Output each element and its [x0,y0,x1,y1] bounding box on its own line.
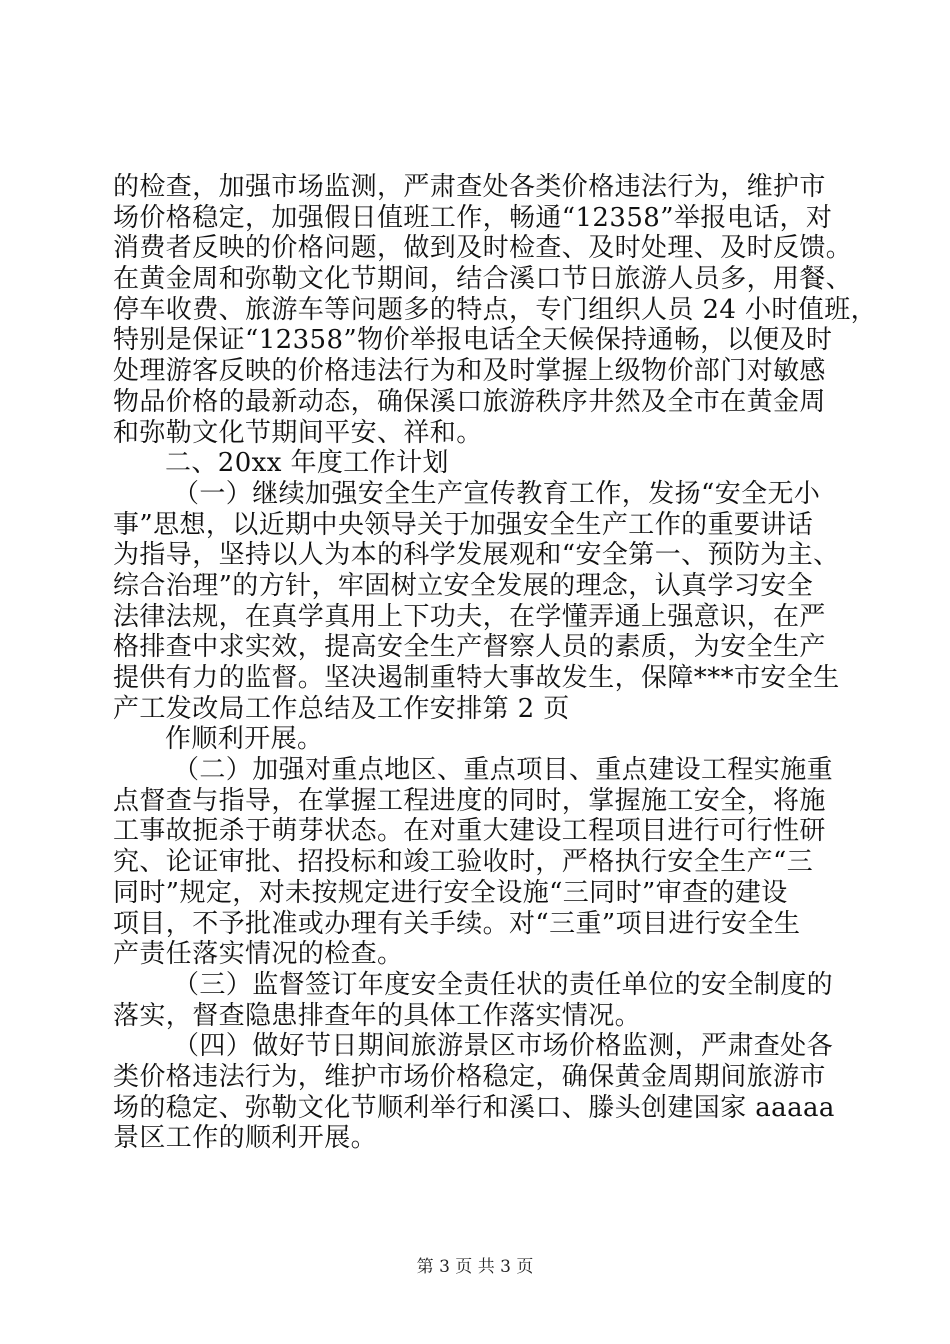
text-line: 景区工作的顺利开展。 [113,1123,378,1154]
text-line: 在黄金周和弥勒文化节期间，结合溪口节日旅游人员多，用餐、 [113,264,853,295]
paragraph-start: （三）监督签订年度安全责任状的责任单位的安全制度的 [173,969,834,1000]
text-line: 格排查中求实效，提高安全生产督察人员的素质，为安全生产 [113,632,826,663]
text-line: 究、论证审批、招投标和竣工验收时，严格执行安全生产“三 [113,847,814,878]
text-line: 同时”规定，对未按规定进行安全设施“三同时”审查的建设 [113,877,788,908]
page-number-footer: 第 3 页 共 3 页 [416,1257,534,1277]
text-line: 事”思想，以近期中央领导关于加强安全生产工作的重要讲话 [113,509,814,540]
text-line: 类价格违法行为，维护市场价格稳定，确保黄金周期间旅游市 [113,1061,826,1092]
text-line: 作顺利开展。 [165,724,324,755]
text-line: 场价格稳定，加强假日值班工作，畅通“12358”举报电话，对 [113,202,833,233]
text-line: 消费者反映的价格问题，做到及时检查、及时处理、及时反馈。 [113,233,853,264]
document-body [113,172,878,1154]
text-line: 项目，不予批准或办理有关手续。对“三重”项目进行安全生 [113,908,801,939]
text-line: 产责任落实情况的检查。 [113,939,404,970]
text-line: 点督查与指导，在掌握工程进度的同时，掌握施工安全，将施 [113,785,826,816]
paragraph-start: （二）加强对重点地区、重点项目、重点建设工程实施重 [173,755,834,786]
section-heading: 二、20xx 年度工作计划 [165,448,449,479]
text-line: 和弥勒文化节期间平安、祥和。 [113,417,483,448]
text-line: 法律法规，在真学真用上下功夫，在学懂弄通上强意识，在严 [113,601,826,632]
text-line: 的检查，加强市场监测，严肃查处各类价格违法行为，维护市 [113,172,826,202]
text-line: 综合治理”的方针，牢固树立安全发展的理念，认真学习安全 [113,570,814,601]
text-line: 产工发改局工作总结及工作安排第 2 页 [113,693,570,724]
text-line: 提供有力的监督。坚决遏制重特大事故发生，保障***市安全生 [113,663,840,693]
paragraph-start: （四）做好节日期间旅游景区市场价格监测，严肃查处各 [173,1031,834,1062]
text-line: 落实，督查隐患排查年的具体工作落实情况。 [113,1000,642,1031]
text-line: 特别是保证“12358”物价举报电话全天候保持通畅，以便及时 [113,325,833,356]
text-line: 停车收费、旅游车等问题多的特点，专门组织人员 24 小时值班， [113,294,878,325]
text-line: 为指导，坚持以人为本的科学发展观和“安全第一、预防为主、 [113,540,840,571]
text-line: 物品价格的最新动态，确保溪口旅游秩序井然及全市在黄金周 [113,386,826,417]
paragraph-start: （一）继续加强安全生产宣传教育工作，发扬“安全无小 [173,478,821,509]
text-line: 工事故扼杀于萌芽状态。在对重大建设工程项目进行可行性研 [113,816,826,847]
text-line: 场的稳定、弥勒文化节顺利举行和溪口、滕头创建国家 aaaaa [113,1092,835,1123]
text-line: 处理游客反映的价格违法行为和及时掌握上级物价部门对敏感 [113,356,826,387]
